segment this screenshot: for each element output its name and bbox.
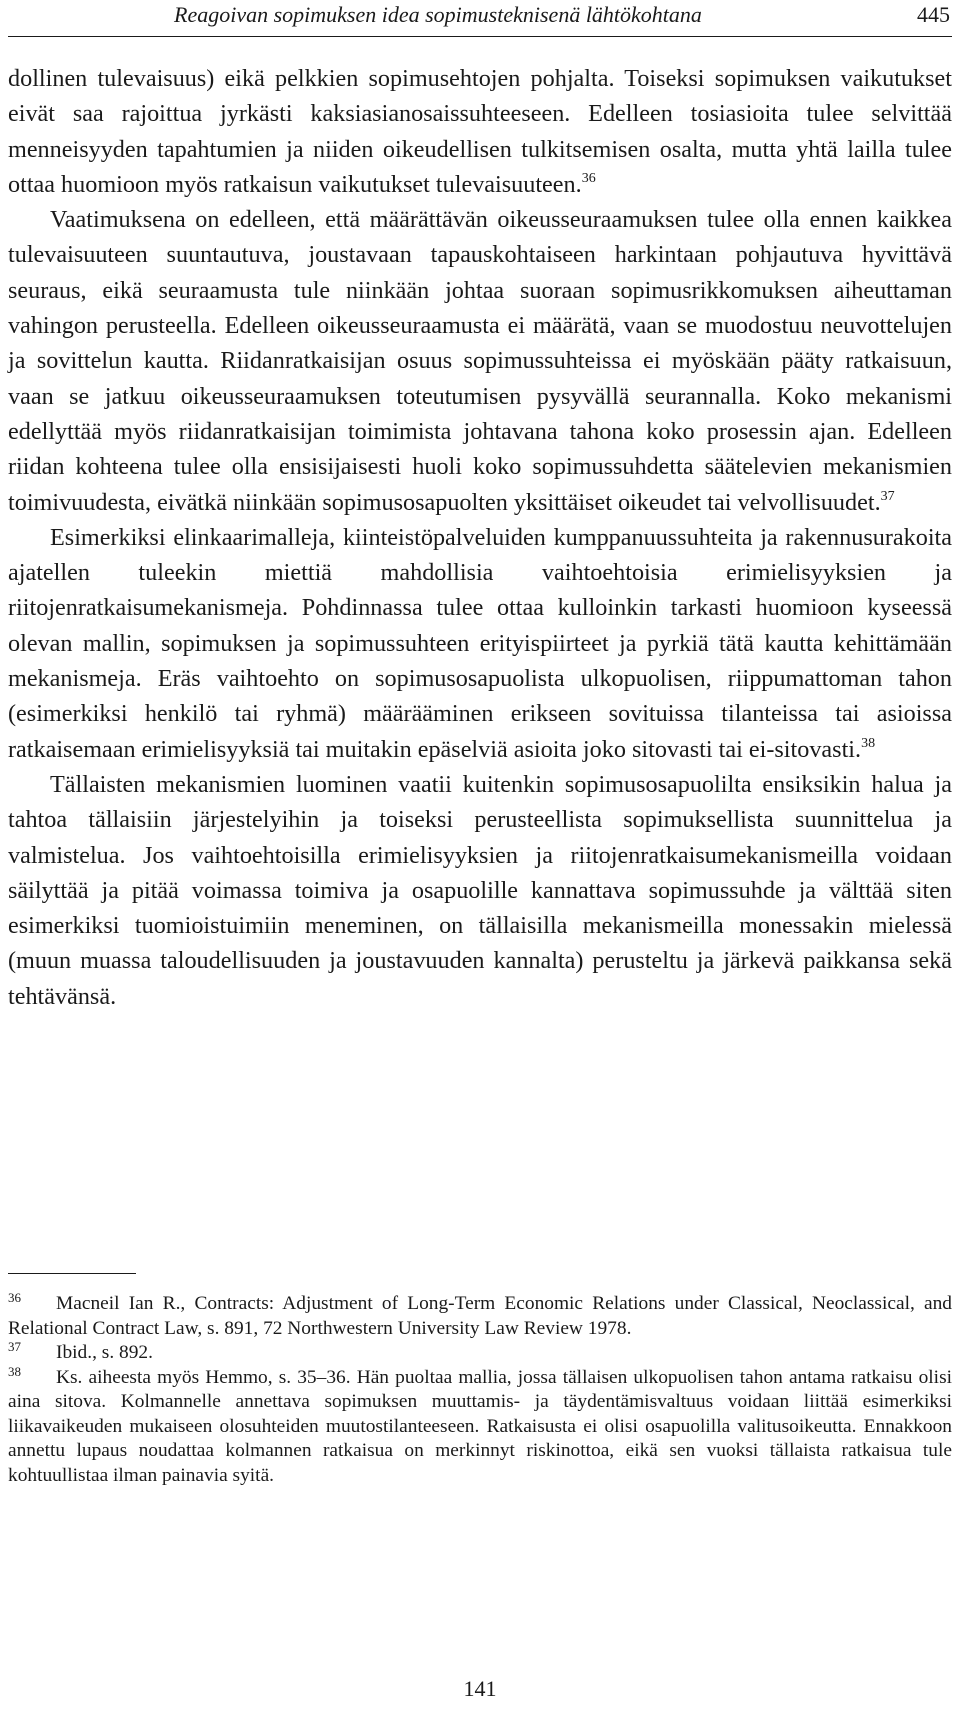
footnote-text: Ks. aiheesta myös Hemmo, s. 35–36. Hän puoltaa mallia, jossa tällaisen ulkopuolisen tahon antama ratkaisu olisi aina sitova. Kolmannelle annettava sopimuksen muuttamis- ja täydentämisvaltuus voidaan liittää esimerkiksi liikavaikeuden mukaiseen olosuhteiden muutostilanteeseen. Ratkaisusta ei olisi osapuolilla valitusoikeutta. Ennakkoon annettu lupaus noudattaa kolmannen ratkaisua on merkinnyt riskinottoa, eikä sen vuoksi tällaista ratkaisua tule kohtuullistaa ilman painavia syitä. (8, 1366, 952, 1486)
paragraph-1-text: dollinen tulevaisuus) eikä pelkkien sopimusehtojen pohjalta. Toiseksi sopimuksen vaikutukset eivät saa rajoittua jyrkästi kaksiasianosaissuhteeseen. Edelleen tosiasioita tulee selvittää menneisyyden tapahtumien ja niiden oikeudellisen tulkitsemisen osalta, mutta yhtä lailla tulee ottaa huomioon myös ratkaisun vaikutukset tulevaisuuteen. (8, 65, 952, 198)
footnote-divider (8, 1273, 136, 1274)
main-text (8, 61, 952, 1014)
footnote-38: 38 Ks. aiheesta myös Hemmo, s. 35–36. Hän puoltaa mallia, jossa tällaisen ulkopuolisen tahon antama ratkaisu olisi aina sitova. Kolmannelle annettava sopimuksen muuttamis- ja täydentämisvaltuus voidaan liittää esimerkiksi liikavaikeuden mukaiseen olosuhteiden muutostilanteeseen. Ratkaisusta ei olisi osapuolilla valitusoikeutta. Ennakkoon annettu lupaus noudattaa kolmannen ratkaisua on merkinnyt riskinottoa, eikä sen vuoksi tällaista ratkaisua tule kohtuullistaa ilman painavia syitä. (8, 1363, 952, 1486)
footnote-text: Macneil Ian R., Contracts: Adjustment of Long-Term Economic Relations under Classical, Neoclassical, and Relational Contract Law, s. 891, 72 Northwestern University Law Review 1978. (8, 1293, 952, 1339)
footnote-36: 36 Macneil Ian R., Contracts: Adjustment of Long-Term Economic Relations under Classical, Neoclassical, and Relational Contract Law, s. 891, 72 Northwestern University Law Review 1978. (8, 1290, 952, 1339)
page-folio: 141 (463, 1676, 497, 1701)
paragraph-2-text: Vaatimuksena on edelleen, että määrättävän oikeusseuraamuksen tulee olla ennen kaikkea tulevaisuuteen suuntautuva, joustavaan tapauskohtaiseen harkintaan pohjautuva hyvittävä seuraus, eikä seuraamusta tule niinkään johtaa suoraan sopimusrikkomuksen aiheuttaman vahingon perusteella. Edelleen oikeusseuraamusta ei määrätä, vaan se muodostuu neuvottelujen ja sovittelun kautta. Riidanratkaisijan osuus sopimussuhteissa ei myöskään pääty ratkaisuun, vaan se jatkuu oikeusseuraamuksen toteutumisen pysyvällä seurannalla. Koko mekanismi edellyttää myös riidanratkaisijan toimimista johtavana tahona koko prosessin ajan. Edelleen riidan kohteena tulee olla ensisijaisesti huoli koko sopimussuhdetta säätelevien mekanismien toimivuudesta, eivätkä niinkään sopimusosapuolten yksittäiset oikeudet tai velvollisuudet. (8, 206, 952, 516)
paragraph-4-text: Tällaisten mekanismien luominen vaatii kuitenkin sopimusosapuolilta ensiksikin halua ja tahtoa tällaisiin järjestelyihin ja toiseksi perusteellista sopimuksellista suunnittelua ja valmistelua. Jos vaihtoehtoisilla erimielisyyksien ja riitojenratkaisumekanismeilla voidaan säilyttää ja pitää voimassa toimiva ja osapuolille kannattava sopimussuhde ja välttää siten esimerkiksi tuomioistuimiin meneminen, on tällaisilla mekanismeilla monessakin mielessä (muun muassa taloudellisuuden ja joustavuuden kannalta) perusteltu ja järkevä paikkansa sekä tehtävänsä. (8, 770, 952, 1010)
footnote-37: 37 Ibid., s. 892. (8, 1339, 153, 1363)
running-title: Reagoivan sopimuksen idea sopimusteknisenä lähtökohtana (174, 2, 702, 27)
paragraph-3-text: Esimerkiksi elinkaarimalleja, kiinteistöpalveluiden kumppanuussuhteita ja rakennusurakoita ajatellen tuleekin miettiä mahdollisia vaihtoehtoisia erimielisyyksien ja riitojenratkaisumekanismeja. Pohdinnassa tulee ottaa kulloinkin tarkasti huomioon kyseessä olevan mallin, sopimuksen ja sopimussuhteen erityispiirteet ja pyrkiä tätä kautta kehittämään mekanismeja. Eräs vaihtoehto on sopimusosapuolista ulkopuolisen, riippumattoman tahon (esimerkiksi henkilö tai ryhmä) määrääminen erikseen sovituissa tilanteissa tai asioissa ratkaisemaan erimielisyyksiä tai muitakin epäselviä asioita joko sitovasti tai ei-sitovasti. (8, 523, 952, 763)
paragraph-1 (8, 61, 952, 202)
paragraph-3 (8, 520, 952, 767)
footnote-text: Ibid., s. 892. (56, 1342, 153, 1363)
footnote-ref-37[interactable]: 37 (880, 488, 895, 504)
footnote-ref-38[interactable]: 38 (861, 735, 876, 751)
paragraph-2 (8, 202, 952, 520)
running-header (8, 0, 952, 37)
footnote-ref-36[interactable]: 36 (581, 170, 596, 186)
header-page-number: 445 (917, 2, 950, 27)
footnotes (8, 1292, 952, 1488)
paragraph-4 (8, 767, 952, 1014)
